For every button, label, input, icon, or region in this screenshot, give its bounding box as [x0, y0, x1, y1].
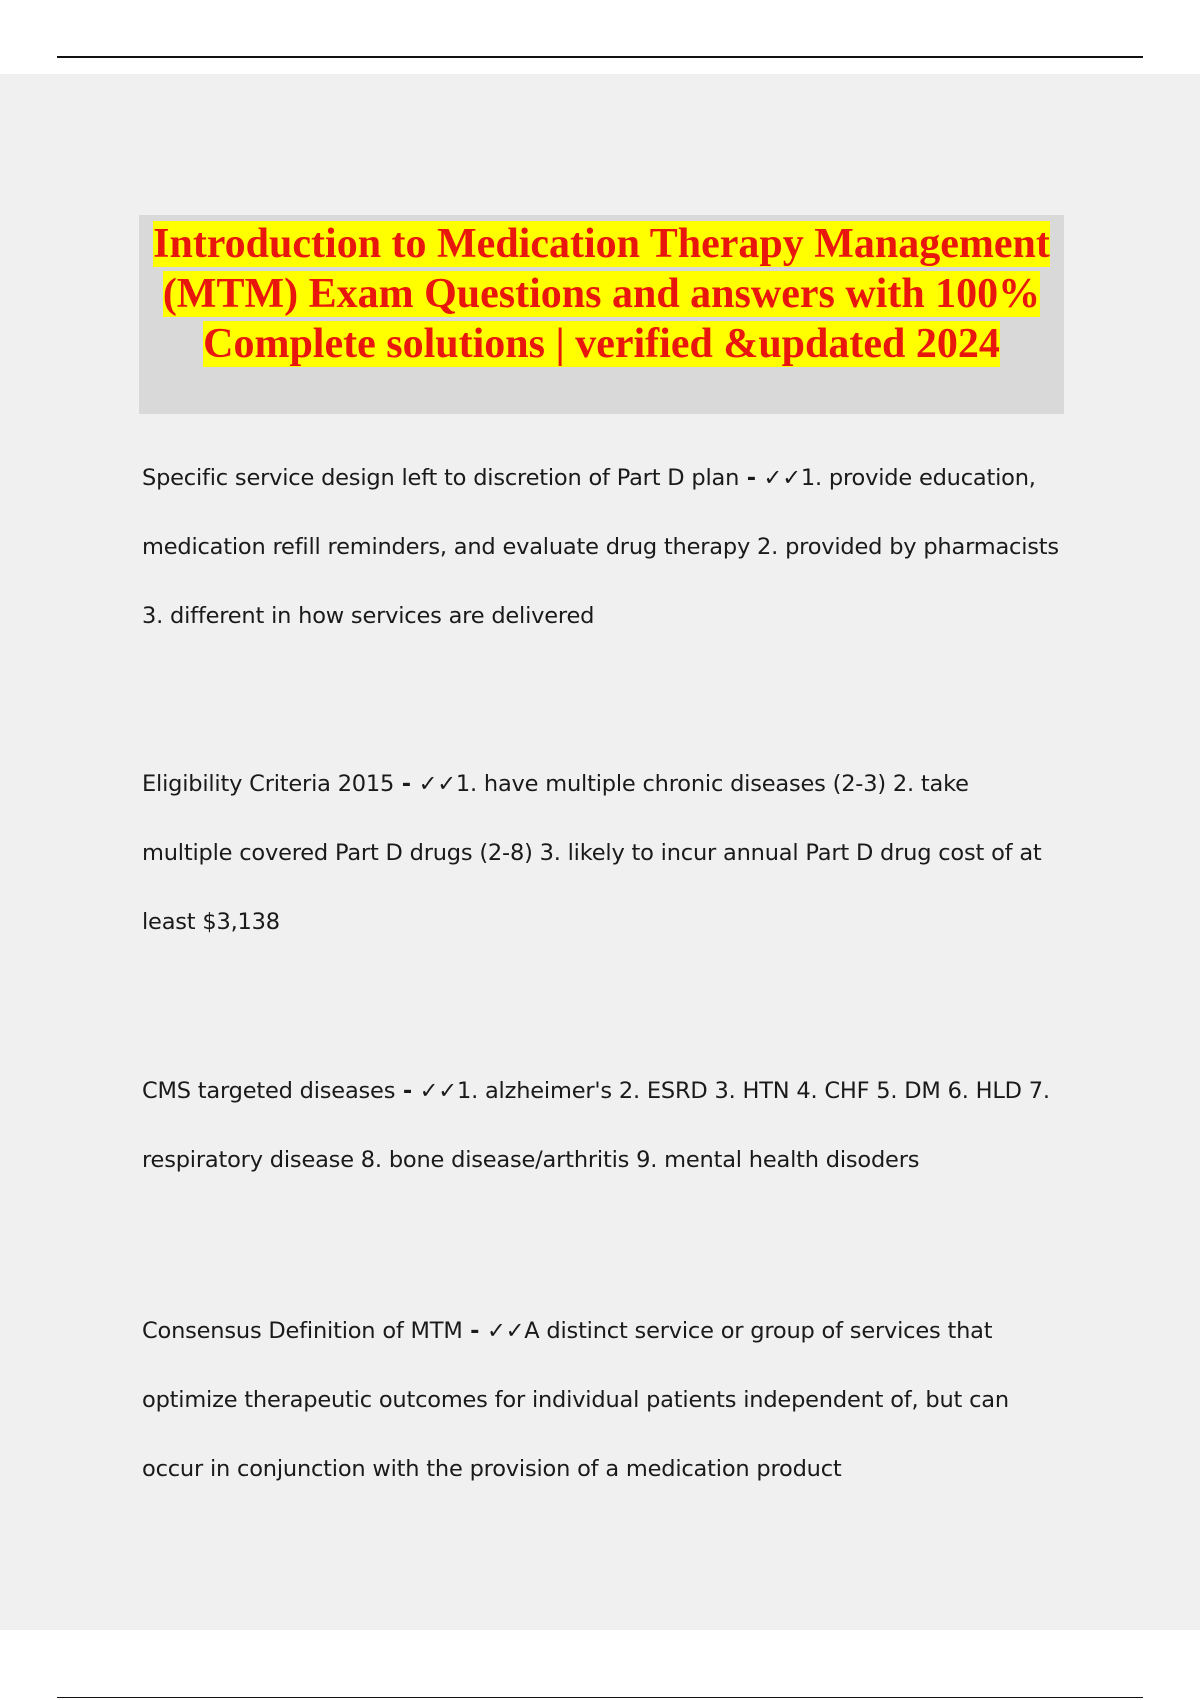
check-marks: - ✓✓	[462, 1318, 525, 1344]
answer-text: 1. alzheimer's 2. ESRD 3. HTN 4. CHF 5. DM 6. HLD 7. respiratory disease 8. bone disease/arthritis 9. mental health disoders	[142, 1078, 1050, 1173]
qa-item	[142, 1297, 1062, 1504]
document-title: Introduction to Medication Therapy Management (MTM) Exam Questions and answers with 100% Complete solutions | verified &updated 2024	[153, 221, 1050, 367]
answer-text: 1. have multiple chronic diseases (2-3) 2. take multiple covered Part D drugs (2-8) 3. likely to incur annual Part D drug cost of at least $3,138	[142, 771, 1042, 935]
qa-item	[142, 750, 1062, 957]
check-marks: - ✓✓	[739, 465, 801, 491]
answer-text: 1. provide education, medication refill reminders, and evaluate drug therapy 2. provided by pharmacists 3. different in how services are delivered	[142, 465, 1059, 629]
answer-text: A distinct service or group of services that optimize therapeutic outcomes for individual patients independent of, but can occur in conjunction with the provision of a medication product	[142, 1318, 1009, 1482]
qa-item	[142, 1057, 1062, 1195]
header-rule	[57, 56, 1143, 58]
question-text: Eligibility Criteria 2015	[142, 771, 395, 797]
check-marks: - ✓✓	[394, 771, 456, 797]
qa-item	[142, 444, 1062, 651]
question-text: CMS targeted diseases	[142, 1078, 396, 1104]
question-text: Specific service design left to discretion of Part D plan	[142, 465, 740, 491]
footer-rule	[57, 1697, 1143, 1698]
question-text: Consensus Definition of MTM	[142, 1318, 463, 1344]
title-banner	[139, 215, 1064, 414]
check-marks: - ✓✓	[395, 1078, 457, 1104]
